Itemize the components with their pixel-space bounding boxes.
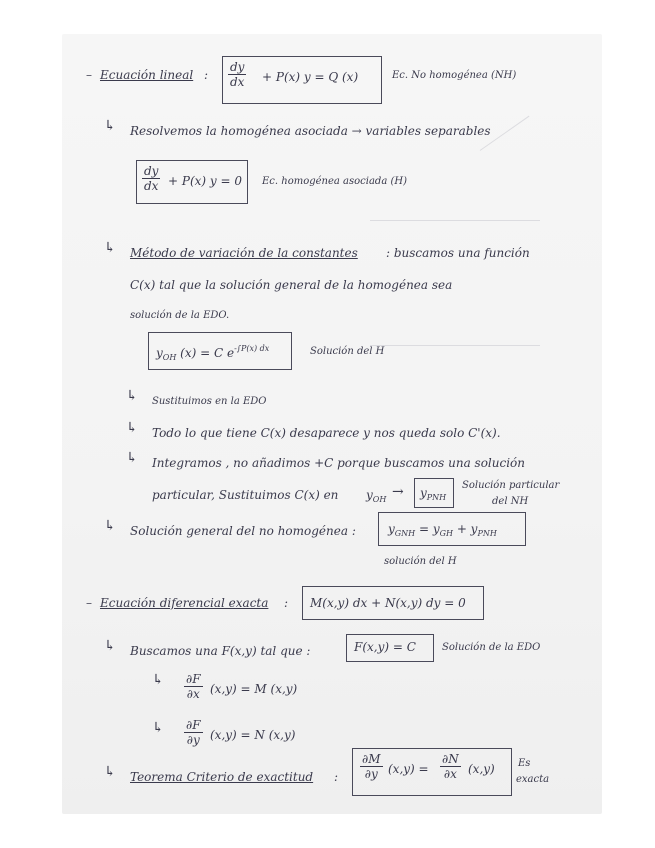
note-homogeneous: Ec. homogénea asociada (H): [262, 176, 407, 187]
fraction-denominator: ∂x: [186, 687, 200, 702]
fraction-numerator: ∂F: [186, 672, 201, 686]
fraction-numerator: ∂F: [186, 718, 201, 732]
right-arrow-icon: →: [392, 484, 404, 500]
formula-yoh: [156, 344, 269, 363]
variation-line3: solución de la EDO.: [130, 310, 230, 321]
arrow-icon: ↳: [104, 764, 116, 780]
find-f-text: Buscamos una F(x,y) tal que :: [130, 644, 311, 658]
solve-homogeneous-text: Resolvemos la homogénea asociada → variables separables: [130, 124, 491, 138]
bullet-dash: –: [86, 596, 92, 610]
note-is: Es: [518, 758, 531, 769]
heading-variation-constants: Método de variación de la constantes: [130, 246, 358, 260]
heading-linear-equation: Ecuación lineal: [100, 68, 194, 82]
symbol-y: y: [420, 486, 427, 500]
fraction-numerator: dy: [144, 164, 159, 178]
paper-sheet: [62, 34, 602, 814]
fraction-denominator: dx: [144, 179, 159, 194]
arrow-icon: ↳: [152, 720, 164, 736]
fraction-denominator: ∂y: [364, 767, 378, 782]
fraction-dy-dx: [142, 164, 160, 194]
homogeneous-equation-rest: + P(x) y = 0: [168, 174, 242, 188]
variation-line1-rest: : buscamos una función: [386, 246, 530, 260]
fraction-numerator: ∂N: [442, 752, 459, 766]
formula-f-equals-c: F(x,y) = C: [354, 640, 416, 654]
arrow-icon: ↳: [104, 118, 116, 134]
fraction-df-dx: [184, 672, 203, 702]
heading-exactness-theorem: Teorema Criterio de exactitud: [130, 770, 314, 784]
fraction-dn-dx: [440, 752, 461, 782]
fraction-denominator: dx: [230, 75, 245, 90]
pencil-mark: [370, 345, 540, 346]
fraction-dm-dy: [360, 752, 383, 782]
arrow-icon: ↳: [152, 672, 164, 688]
fraction-numerator: dy: [230, 60, 245, 74]
fraction-denominator: ∂y: [186, 733, 200, 748]
symbol-y: = y: [415, 522, 440, 536]
fraction-denominator: ∂x: [443, 767, 457, 782]
colon: :: [204, 68, 209, 82]
exponent: -∫P(x) dx: [234, 344, 270, 353]
colon: :: [334, 770, 339, 784]
arrow-icon: ↳: [126, 420, 138, 436]
symbol-y: y: [366, 488, 373, 502]
linear-equation-rest: + P(x) y = Q (x): [262, 70, 359, 84]
exactness-end: (x,y): [468, 762, 495, 776]
particular-text: particular, Sustituimos C(x) en: [152, 488, 339, 502]
note-particular-solution: Solución particular: [462, 480, 560, 491]
arrow-icon: ↳: [104, 638, 116, 654]
formula-general-solution: [388, 522, 497, 539]
pencil-mark: [370, 220, 540, 221]
fraction-numerator: ∂M: [362, 752, 381, 766]
subscript-oh: OH: [372, 495, 387, 504]
symbol-ypnh: [420, 486, 446, 503]
subscript-pnh: PNH: [426, 493, 447, 502]
formula-exact-equation: M(x,y) dx + N(x,y) dy = 0: [310, 596, 466, 610]
note-edo-solution: Solución de la EDO: [442, 642, 541, 653]
bullet-dash: –: [86, 68, 92, 82]
arrow-icon: ↳: [126, 388, 138, 404]
arrow-icon: ↳: [126, 450, 138, 466]
arrow-icon: ↳: [104, 240, 116, 256]
variation-line2: C(x) tal que la solución general de la homogénea sea: [130, 278, 453, 292]
note-solution-h: Solución del H: [310, 346, 385, 357]
fraction-dy-dx: [228, 60, 246, 90]
note-solution-h: solución del H: [384, 556, 457, 567]
partial-y-rest: (x,y) = N (x,y): [210, 728, 296, 742]
substitute-text: Sustituimos en la EDO: [152, 396, 267, 407]
symbol-y: y: [388, 522, 395, 536]
heading-exact-equation: Ecuación diferencial exacta: [100, 596, 269, 610]
symbol-yoh: [366, 488, 386, 505]
general-solution-text: Solución general del no homogénea :: [130, 524, 356, 538]
exactness-middle: (x,y) =: [388, 762, 429, 776]
note-of-nh: del NH: [492, 496, 529, 507]
note-non-homogeneous: Ec. No homogénea (NH): [392, 70, 517, 81]
symbol-y: + y: [453, 522, 478, 536]
subscript-oh: OH: [162, 353, 177, 362]
partial-x-rest: (x,y) = M (x,y): [210, 682, 298, 696]
integrate-text: Integramos , no añadimos +C porque buscamos una solución: [152, 456, 525, 470]
subscript-pnh: PNH: [477, 529, 497, 538]
colon: :: [284, 596, 289, 610]
fraction-df-dy: [184, 718, 203, 748]
symbol-y: y: [156, 346, 163, 360]
cx-disappears-text: Todo lo que tiene C(x) desaparece y nos queda solo C'(x).: [152, 426, 501, 440]
formula-yoh-rest: (x) = C e: [180, 346, 235, 360]
subscript-gnh: GNH: [394, 529, 416, 538]
arrow-icon: ↳: [104, 518, 116, 534]
note-exact: exacta: [516, 774, 550, 785]
subscript-gh: GH: [439, 529, 453, 538]
